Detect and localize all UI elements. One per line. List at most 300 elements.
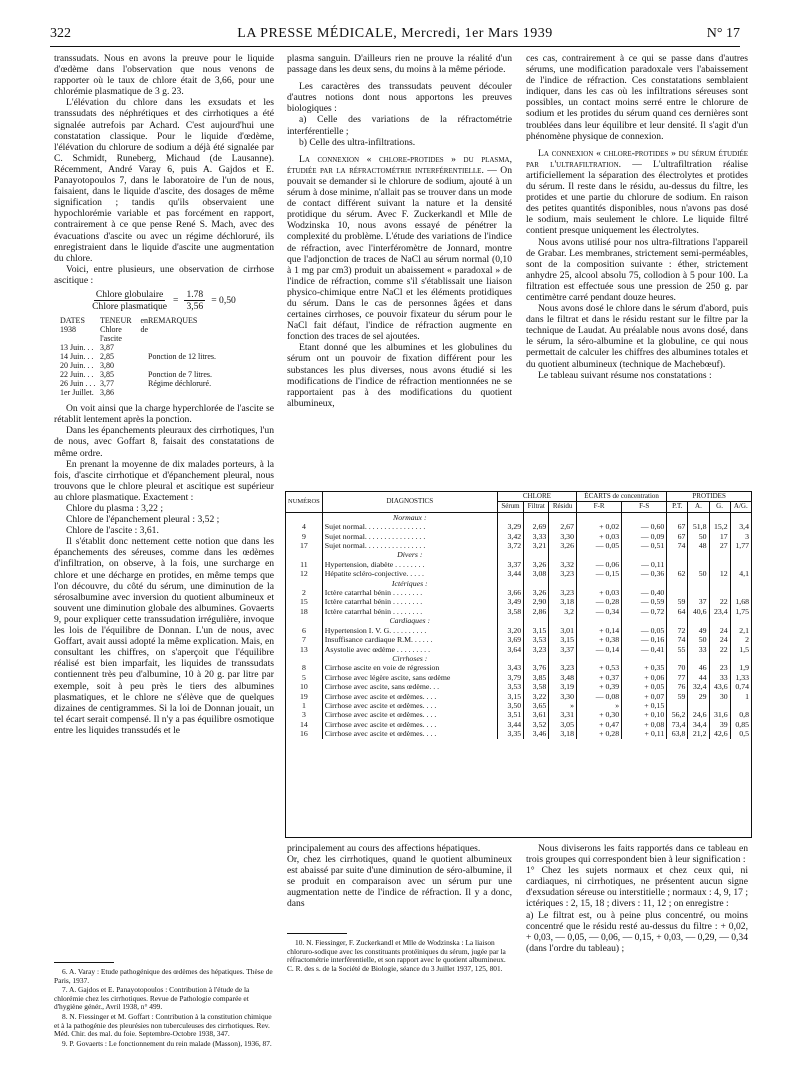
table-cell: 23: [709, 663, 730, 672]
table-row: [286, 597, 751, 606]
diagnosis: Hépatite scléro-conjective. . . . .: [322, 569, 497, 578]
ratio-value-den: 3,56: [186, 301, 204, 313]
table-cell: 1,9: [730, 663, 751, 672]
ratio-denominator: Chlore plasmatique: [92, 301, 168, 313]
ratio-numerator: Chlore globulaire: [95, 288, 164, 300]
diagnosis: Ictère catarrhal bénin . . . . . . . .: [322, 597, 497, 606]
footnotes-center: [287, 939, 512, 974]
issue-number: N° 17: [706, 26, 740, 41]
col-header: Filtrat: [524, 502, 549, 512]
list-item: a) Celle des variations de la réfractométrie interférentielle ;: [287, 114, 512, 137]
table-cell: + 0,15: [622, 701, 667, 710]
row-number: 14: [300, 719, 308, 729]
table-cell: 24: [709, 626, 730, 635]
table-cell: 1,68: [730, 597, 751, 606]
table-cell: 3,29: [497, 522, 523, 531]
table-cell: 43,6: [709, 682, 730, 691]
table-cell: 2,90: [524, 597, 549, 606]
paragraph: L'élévation du chlore dans les exsudats et les transsudats des néphrétiques et des cirrhotiques a été signalée autrefois par Achard. C'est aujourd'hui une constatation classique. Pour le liquide d'œdème, l'élévation du chlorure de sodium a déjà été signalée par C. Schmidt, Runeberg, Michaud (de Lausanne). Récemment, André Varay 6, puis A. Gajdos et E. Panayotopoulos 7, dans le laboratoire de l'un de nous, faisaient, dans le liquide d'ascite, des dosages de même signification ; tandis qu'ils observaient une hypochlorémie variable et pas forcément en rapport, contrairement à ce que pense René S. Mach, avec des évacuations d'ascite ou avec un régime déchloruré, ils enregistraient dans le liquide d'ascite une augmentation du chlore.: [54, 97, 274, 264]
table-cell: — 0,59: [622, 597, 667, 606]
table-cell: 3,05: [549, 720, 577, 729]
table-cell: 2,69: [524, 522, 549, 531]
table-cell: 73,4: [667, 720, 688, 729]
header-cell: REMARQUES: [148, 316, 198, 326]
table-row: [286, 626, 751, 635]
table-group-row: [286, 616, 751, 625]
table-cell: 59: [667, 597, 688, 606]
diagnosis: Sujet normal. . . . . . . . . . . . . . . .: [322, 532, 497, 541]
table-cell: 48: [688, 541, 709, 550]
table-cell: + 0,03: [576, 588, 621, 597]
diagnosis: Cirrhose avec ascite et œdèmes. . . .: [322, 710, 497, 719]
col-header: A/G.: [730, 502, 751, 512]
paragraph: Nous avons dosé le chlore dans le sérum d'abord, puis dans le filtrat et dans le résidu restant sur le filtre par la technique de Laudat. Au préalable nous avons dosé, dans le sérum, la séro-albumine et la globuline, ce qui nous permettait de calculer les chiffres des albumines totales et du quotient albumineux (technique de Machebœuf).: [526, 303, 748, 370]
table-cell: 24,6: [688, 710, 709, 719]
table-cell: 3,66: [497, 588, 523, 597]
paragraph: Etant donné que les albumines et les globulines du sérum ont un pouvoir de fixation différent pour les substances les plus diverses, nous avons étudié si les modifications de l'indice de réfraction mentionnées ne se rapportaient pas à des modifications du quotient albumineux,: [287, 342, 512, 409]
col-header: F-S: [622, 502, 667, 512]
paragraph: Nous avons utilisé pour nos ultra-filtrations l'appareil de Grabar. Les membranes, strictement semi-perméables, sont de la composition suivante : éther, strictement anhydre 25, alcool absolu 75, collodion à 5 pour 100. La filtration est effectuée sous une pression de 250 g. par centimètre carré pendant douze heures.: [526, 236, 748, 303]
table-cell: 3,42: [497, 532, 523, 541]
table-cell: 3,61: [524, 710, 549, 719]
table-cell: 21,2: [688, 729, 709, 738]
table-cell: 27: [709, 541, 730, 550]
row-number: 10: [300, 682, 308, 692]
col-header-numeros: NUMÉROS: [286, 492, 322, 512]
paragraph: [287, 154, 512, 343]
col-header: P.T.: [667, 502, 688, 512]
table-cell: + 0,38: [576, 635, 621, 644]
table-cell: + 0,03: [576, 532, 621, 541]
table-cell: 3,21: [524, 541, 549, 550]
table-cell: [709, 588, 730, 597]
table-cell: — 0,05: [622, 626, 667, 635]
table-cell: 0,5: [730, 729, 751, 738]
table-cell: 77: [667, 673, 688, 682]
diagnosis: Sujet normal. . . . . . . . . . . . . . . .: [322, 522, 497, 531]
diagnosis: Asystolie avec œdème . . . . . . . . .: [322, 645, 497, 654]
ratio-result: = 0,50: [211, 295, 236, 307]
table-cell: 3,20: [497, 626, 523, 635]
group-label: Cirrhoses :: [322, 654, 497, 663]
table-cell: 0,74: [730, 682, 751, 691]
table-cell: — 0,15: [576, 569, 621, 578]
paragraph-text: — On pouvait se demander si le chlorure de sodium, ajouté à un sérum à dose minime, n'allait pas se trouver dans un mode de contact différent suivant la nature et la densité protidique du sérum. Avec F. Zuckerkandl et Mlle de Wodzinska 10, nous avons essayé de pénétrer la complexité du problème. L'étude des variations de l'indice de réfraction, avec l'interféromètre de Jonnard, montre que l'adjonction de traces de NaCl au sérum normal (0,10 à 1 mg par cm3) produit un abaissement « paradoxal » de l'indice de réfraction, comme s'il s'établissait une liaison physico-chimique entre NaCl et les éléments protidiques du sérum. Dans le cas de personnes âgées et dans certaines cirrhoses, ce pouvoir fixateur du sérum pour le NaCl fait défaut, l'indice de réfraction augmente en fonction des traces de sel ajoutées.: [287, 164, 512, 343]
paragraph-text: — L'ultrafiltration réalise artificiellement la séparation des électrolytes et protides du sérum. Il reste dans le résidu, au-dessus du filtre, les protides et une partie du chlorure de sodium. En raison des petites quantités disponibles, nous n'avons pas dosé le sodium, mais seulement le chlore. Le liquide filtré contient presque uniquement les électrolytes.: [526, 158, 748, 237]
ratio-value-num: 1.78: [186, 288, 204, 300]
table-cell: 3,26: [549, 541, 577, 550]
table-row: [286, 701, 751, 710]
table-cell: + 0,39: [576, 682, 621, 691]
table-cell: + 0,47: [576, 720, 621, 729]
col-header: F-R: [576, 502, 621, 512]
table-row: [286, 522, 751, 531]
table-cell: 3,08: [524, 569, 549, 578]
table-cell: 1,33: [730, 673, 751, 682]
footnote-rule: [54, 962, 114, 963]
table-cell: + 0,05: [622, 682, 667, 691]
diagnosis: Cirrhose avec ascite et œdèmes. . . .: [322, 720, 497, 729]
table-cell: 3,48: [549, 673, 577, 682]
table-cell: 3,22: [524, 692, 549, 701]
table-row: [286, 692, 751, 701]
table-row: 14 Juin. . . 2,85 Ponction de 12 litres.: [60, 352, 216, 362]
table-row: [286, 729, 751, 738]
table-row: [286, 673, 751, 682]
table-cell: 3,30: [549, 692, 577, 701]
table-cell: — 0,72: [622, 607, 667, 616]
table-group-row: [286, 654, 751, 663]
table-cell: 59: [667, 692, 688, 701]
table-cell: — 0,60: [622, 522, 667, 531]
table-cell: 32,4: [688, 682, 709, 691]
row-number: 3: [301, 710, 306, 720]
table-cell: 15,2: [709, 522, 730, 531]
col-header-protides: PROTIDES: [667, 492, 751, 502]
table-cell: 3,46: [524, 729, 549, 738]
table-cell: 17: [709, 532, 730, 541]
col-header-ecarts: ÉCARTS de concentration: [576, 492, 666, 502]
table-cell: 3,44: [497, 720, 523, 729]
row-number: 7: [301, 635, 306, 645]
diagnosis: Insuffisance cardiaque R.M. . . . . .: [322, 635, 497, 644]
table-cell: 3,4: [730, 522, 751, 531]
table-cell: 67: [667, 522, 688, 531]
table-cell: 1,75: [730, 607, 751, 616]
table-cell: 3,23: [549, 663, 577, 672]
col-header: Résidu: [549, 502, 577, 512]
table-cell: 3,2: [549, 607, 577, 616]
table-cell: + 0,53: [576, 663, 621, 672]
diagnosis: Ictère catarrhal bénin . . . . . . . .: [322, 607, 497, 616]
header-rule: [50, 46, 740, 47]
table-cell: 2: [730, 635, 751, 644]
table-cell: — 0,09: [622, 532, 667, 541]
table-row: [286, 682, 751, 691]
table-cell: 3,64: [497, 645, 523, 654]
table-cell: 62: [667, 569, 688, 578]
table-row: [286, 541, 751, 550]
list-item: b) Celle des ultra-infiltrations.: [299, 136, 416, 148]
table-cell: + 0,28: [576, 729, 621, 738]
diagnosis: Cirrhose avec légère ascite, sans œdème: [322, 673, 497, 682]
table-cell: + 0,06: [622, 673, 667, 682]
table-cell: 3,72: [497, 541, 523, 550]
group-label: Divers :: [322, 550, 497, 559]
table-cell: — 0,08: [576, 692, 621, 701]
table-cell: 3,31: [549, 710, 577, 719]
table-cell: 3,23: [549, 588, 577, 597]
group-label: Normaux :: [322, 512, 497, 522]
table-cell: — 0,41: [622, 645, 667, 654]
table-body: [286, 512, 751, 738]
table-cell: + 0,14: [576, 626, 621, 635]
table-cell: [688, 560, 709, 569]
table-cell: 1: [730, 692, 751, 701]
table-cell: 3,52: [524, 720, 549, 729]
table-cell: — 0,16: [622, 635, 667, 644]
table-cell: + 0,11: [622, 729, 667, 738]
column-1: [54, 53, 274, 736]
paragraph: principalement au cours des affections hépatiques. Or, chez les cirrhotiques, quand le quotient albumineux est abaissé par suite d'une diminution de séro-albumine, il se produit en comparaison avec un sérum pur une augmentation nette de l'indice de réfraction. Il y a donc, dans: [287, 843, 512, 910]
header-cell: DATES 1938: [60, 316, 85, 335]
table-cell: 3,37: [549, 645, 577, 654]
column-2: [287, 53, 512, 409]
paragraph: Il s'établit donc nettement cette notion que dans les épanchements des séreuses, comme dans les œdèmes d'infiltration, on observe, à la fois, une surcharge en chlore et une décharge en protides, en même temps que l'on découvre, du côté du sérum, une diminution de la sérosalbumine avec inversion du quotient albumineux et souvent une diminution globale des albumines. Govaerts 9, pour expliquer cette transsudation irrégulière, invoque les lois de l'équilibre de Donnan. L'un de nous, avec Goffart, avait aussi adopté la même explication. Mais, en consultant les chiffres, on s'aperçoit que l'équilibre réalisé est bien imparfait, les liquides de transsudats contiennent très peu d'albumine, 10 à 20 g. par litre par exemple, soit à peu près le tiers des albumines plasmatiques, et le chlore ne s'élève que de quelques dizaines de centigrammes. Si la loi de Donnan jouait, un tel écart serait compensé. Il n'y a pas équilibre osmotique entre les liquides transsudés et le: [54, 536, 274, 736]
table-cell: 33: [709, 673, 730, 682]
table-cell: 39: [709, 720, 730, 729]
table-cell: 34,4: [688, 720, 709, 729]
table-cell: 3,30: [549, 532, 577, 541]
table-row: 20 Juin. . . 3,80: [60, 361, 114, 371]
footnote: 6. A. Varay : Etude pathogénique des œdèmes des hépatiques. Thèse de Paris, 1937.: [54, 967, 273, 985]
row-number: 9: [301, 531, 306, 541]
table-cell: 37: [688, 597, 709, 606]
table-cell: 3,53: [497, 682, 523, 691]
table-row: [286, 560, 751, 569]
table-cell: 3,50: [497, 701, 523, 710]
table-cell: — 0,36: [622, 569, 667, 578]
table-cell: 3,15: [524, 626, 549, 635]
table-cell: 33: [688, 645, 709, 654]
diagnosis: Sujet normal. . . . . . . . . . . . . . . .: [322, 541, 497, 550]
table-cell: 49: [688, 626, 709, 635]
table-cell: 1,5: [730, 645, 751, 654]
table-cell: [730, 588, 751, 597]
paragraph: Le tableau suivant résume nos constatations :: [538, 369, 712, 381]
row-number: 19: [300, 691, 308, 701]
section-heading: La connexion « chlore-protides » du sérum étudiée par l'ultrafiltration.: [526, 147, 748, 170]
table-group-row: [286, 579, 751, 588]
table-cell: 23,4: [709, 607, 730, 616]
table-cell: [667, 560, 688, 569]
table-cell: »: [549, 701, 577, 710]
table-cell: 0,85: [730, 720, 751, 729]
table-cell: [730, 560, 751, 569]
table-cell: 1,77: [730, 541, 751, 550]
paragraph: ces cas, contrairement à ce qui se passe dans d'autres sérums, une modification paradoxale vers l'abaissement de l'indice de réfraction. Ces constatations semblaient indiquer, dans les cas où les infiltrations séreuses sont possibles, un contact moins serré entre le chlorure de sodium et les protides du sérum quand ces dernières sont troublées dans leur équilibre et leur densité. Il s'agit d'un phénomène physique de connexion.: [526, 53, 748, 142]
row-number: 16: [300, 729, 308, 739]
diagnosis: Cirrhose avec ascite et œdèmes. . . .: [322, 729, 497, 738]
table-cell: [688, 701, 709, 710]
ratio-formula: Chlore globulaire Chlore plasmatique = $\frac{1.78}{3,56}$ = 0,50: [92, 288, 236, 313]
paragraph: plasma sanguin. D'ailleurs rien ne prouve la réalité d'un passage dans les deux sens, du moins à la même période.: [287, 53, 512, 76]
diagnosis: Cirrhose ascite en voie de régression: [322, 663, 497, 672]
table-cell: 3,43: [497, 663, 523, 672]
row-number: 4: [301, 522, 306, 532]
row-number: 15: [300, 597, 308, 607]
table-cell: 67: [667, 532, 688, 541]
table-cell: 12: [709, 569, 730, 578]
below-table-right: [526, 843, 748, 954]
row-number: 18: [300, 606, 308, 616]
column-3: [526, 53, 748, 381]
table-cell: 3,23: [549, 569, 577, 578]
table-row: 22 Juin. . . 3,85 Ponction de 7 litres.: [60, 370, 212, 380]
footnote: 8. N. Fiessinger et M. Goffart : Contribution à la constitution chimique et à la pathogénie des pleurésies non tuberculeuses des cirrhotiques. Rev. Méd. Chir. des mal. du foie. Septembre-Octobre 1938, 347.: [54, 1011, 272, 1039]
table-cell: 2,86: [524, 607, 549, 616]
table-row: [286, 645, 751, 654]
diagnosis: Cirrhose avec ascite et œdèmes. . . .: [322, 701, 497, 710]
table-cell: 3,65: [524, 701, 549, 710]
table-cell: 22: [709, 645, 730, 654]
table-cell: 3,26: [524, 560, 549, 569]
table-cell: 40,6: [688, 607, 709, 616]
table-cell: — 0,34: [576, 607, 621, 616]
table-cell: + 0,07: [622, 692, 667, 701]
table-cell: — 0,05: [576, 541, 621, 550]
diagnosis: Hypertension I. V. G. . . . . . . . . .: [322, 626, 497, 635]
table-cell: 2,67: [549, 522, 577, 531]
col-header-chlore: CHLORE: [497, 492, 576, 502]
table-cell: 70: [667, 663, 688, 672]
footnotes-left: [54, 968, 274, 1049]
footnote: 7. A. Gajdos et E. Panayotopoulos : Contribution à l'étude de la chlorémie chez les cirrhotiques. Revue de Pathologie comparée et d'hygiène génér., Avril 1938, n° 499.: [54, 985, 250, 1012]
table-row: 26 Juin . . . 3,77 Régime déchloruré.: [60, 379, 212, 389]
table-cell: 3,53: [524, 635, 549, 644]
table-cell: 64: [667, 607, 688, 616]
table-cell: 3,19: [549, 682, 577, 691]
table-cell: 3,18: [549, 729, 577, 738]
group-label: Ictériques :: [322, 579, 497, 588]
table-cell: [688, 588, 709, 597]
footnote: 9. P. Govaerts : Le fonctionnement du rein malade (Masson), 1936, 87.: [62, 1038, 272, 1048]
paragraph: [526, 148, 748, 237]
table-row: [286, 532, 751, 541]
table-cell: 0,8: [730, 710, 751, 719]
table-cell: [709, 701, 730, 710]
row-number: 8: [301, 663, 306, 673]
row-number: 17: [300, 541, 308, 551]
table-cell: 2,1: [730, 626, 751, 635]
row-number: 11: [300, 559, 308, 569]
table-cell: + 0,35: [622, 663, 667, 672]
running-header: [50, 26, 740, 46]
table-cell: 3,15: [497, 692, 523, 701]
table-cell: 55: [667, 645, 688, 654]
value-line: Chlore du plasma : 3,22 ;: [66, 503, 163, 514]
table-cell: 3,58: [497, 607, 523, 616]
table-row: [286, 663, 751, 672]
table-cell: 3,15: [549, 635, 577, 644]
table-row: [286, 710, 751, 719]
table-row: [286, 588, 751, 597]
table-cell: 50: [688, 569, 709, 578]
table-cell: 3,85: [524, 673, 549, 682]
table-cell: 50: [688, 635, 709, 644]
row-number: 1: [301, 700, 306, 710]
ascites-table: [60, 316, 274, 397]
table-cell: 3,44: [497, 569, 523, 578]
table-cell: — 0,06: [576, 560, 621, 569]
paragraph: Voici, entre plusieurs, une observation de cirrhose ascitique :: [54, 263, 274, 286]
table-cell: 4,1: [730, 569, 751, 578]
paragraph: transsudats. Nous en avons la preuve pour le liquide d'œdème dans l'observation que nous venons de rapporter où le taux de chlore était de 3,66, pour une chlorémie plasmatique de 3 g. 23.: [54, 53, 274, 98]
paragraph: Les caractères des transsudats peuvent découler d'autres notions dont nous apportons les preuves biologiques :: [287, 81, 512, 115]
table-cell: — 0,11: [622, 560, 667, 569]
value-line: Chlore de l'épanchement pleural : 3,52 ;: [66, 514, 220, 526]
table-cell: 44: [688, 673, 709, 682]
paragraph: Nous diviserons les faits rapportés dans ce tableau en trois groupes qui correspondent bien à leur signification : 1° Chez les sujets normaux et chez ceux qui, ni cardiaques, ni cirrhotiques, ne présentent aucun signe d'exsudation séreuse ou interstitielle ; normaux : 4, 9, 17 ; ictériques : 2, 15, 18 ; divers : 11, 12 ; on enregistre : a) Le filtrat est, ou à peine plus concentré, ou moins concentré que le résidu resté au-dessus du filtre : + 0,02, + 0,03, — 0,05, — 0,06, — 0,15, + 0,03, — 0,29, — 0,34 (dans l'ordre du tableau) ;: [526, 843, 748, 954]
header-cell: TENEUR en Chlore de l'ascite: [100, 316, 148, 344]
table-row: [286, 569, 751, 578]
table-cell: 74: [667, 635, 688, 644]
row-number: 6: [301, 625, 306, 635]
table-cell: 50: [688, 532, 709, 541]
paragraph: Dans les épanchements pleuraux des cirrhotiques, l'un de nous, avec Goffart 8, faisait des constatations de même ordre.: [54, 425, 274, 459]
col-header-diagnostics: DIAGNOSTICS: [322, 492, 497, 512]
col-header: Sérum: [497, 502, 523, 512]
row-number: 13: [300, 644, 308, 654]
footnote: 10. N. Fiessinger, F. Zuckerkandl et Mlle de Wodzinska : La liaison chloruro-sodique avec les constituants protéiniques du sérum, jugée par la réfractométrie interférentielle, et son rapport avec le quotient albumineux. C. R. des s. de la Société de Biologie, séance du 3 Juillet 1937, 125, 801.: [287, 938, 506, 973]
table-cell: 51,8: [688, 522, 709, 531]
table-cell: 3,35: [497, 729, 523, 738]
value-line: Chlore de l'ascite : 3,61.: [66, 525, 159, 537]
table-cell: 3,49: [497, 597, 523, 606]
table-cell: 3,26: [524, 588, 549, 597]
table-cell: 3,76: [524, 663, 549, 672]
table-cell: — 0,40: [622, 588, 667, 597]
table-cell: 3,79: [497, 673, 523, 682]
table-cell: »: [576, 701, 621, 710]
ascites-table-header: [60, 316, 274, 343]
table-cell: 3,58: [524, 682, 549, 691]
table-cell: 3,32: [549, 560, 577, 569]
diagnosis: Ictère catarrhal bénin . . . . . . . .: [322, 588, 497, 597]
table-cell: 3,37: [497, 560, 523, 569]
table-cell: — 0,14: [576, 645, 621, 654]
table-cell: + 0,10: [622, 710, 667, 719]
col-header: A.: [688, 502, 709, 512]
table-cell: + 0,30: [576, 710, 621, 719]
journal-title: LA PRESSE MÉDICALE, Mercredi, 1er Mars 1939: [237, 26, 553, 41]
group-label: Cardiaques :: [322, 616, 497, 625]
paragraph: En prenant la moyenne de dix malades porteurs, à la fois, d'ascite cirrhotique et d'épanchement pleural, nous trouvons que le chlore pleural et ascitique est supérieur au chlore plasmatique. Exactement :: [54, 458, 274, 503]
col-header: G.: [709, 502, 730, 512]
table-cell: 63,8: [667, 729, 688, 738]
table-cell: [709, 560, 730, 569]
table-cell: 72: [667, 626, 688, 635]
diagnosis: Cirrhose avec ascite et œdèmes. . . .: [322, 692, 497, 701]
table-cell: 24: [709, 635, 730, 644]
table-cell: 56,2: [667, 710, 688, 719]
table-cell: 22: [709, 597, 730, 606]
table-cell: [730, 701, 751, 710]
row-number: 5: [301, 672, 306, 682]
table-cell: 46: [688, 663, 709, 672]
table-cell: + 0,37: [576, 673, 621, 682]
table-cell: [667, 701, 688, 710]
table-cell: 3,51: [497, 710, 523, 719]
results-table: [285, 491, 752, 838]
row-number: 12: [300, 569, 308, 579]
row-number: 2: [301, 588, 306, 598]
table-cell: [667, 588, 688, 597]
section-heading: La connexion « chlore-protides » du plasma, étudiée par la réfractométrie interférentielle.: [287, 153, 512, 176]
footnote-rule: [287, 933, 347, 934]
table-cell: 76: [667, 682, 688, 691]
table-cell: 42,6: [709, 729, 730, 738]
table-cell: 3,23: [524, 645, 549, 654]
table-cell: 3,69: [497, 635, 523, 644]
table-row: 13 Juin. . . 3,87: [60, 343, 114, 353]
table-cell: — 0,28: [576, 597, 621, 606]
table-row: 1er Juillet. 3,86: [60, 388, 114, 398]
table-cell: — 0,51: [622, 541, 667, 550]
table-cell: 74: [667, 541, 688, 550]
table-row: [286, 635, 751, 644]
paragraph: On voit ainsi que la charge hyperchlorée de l'ascite se rétablit lentement après la ponction.: [54, 403, 274, 426]
